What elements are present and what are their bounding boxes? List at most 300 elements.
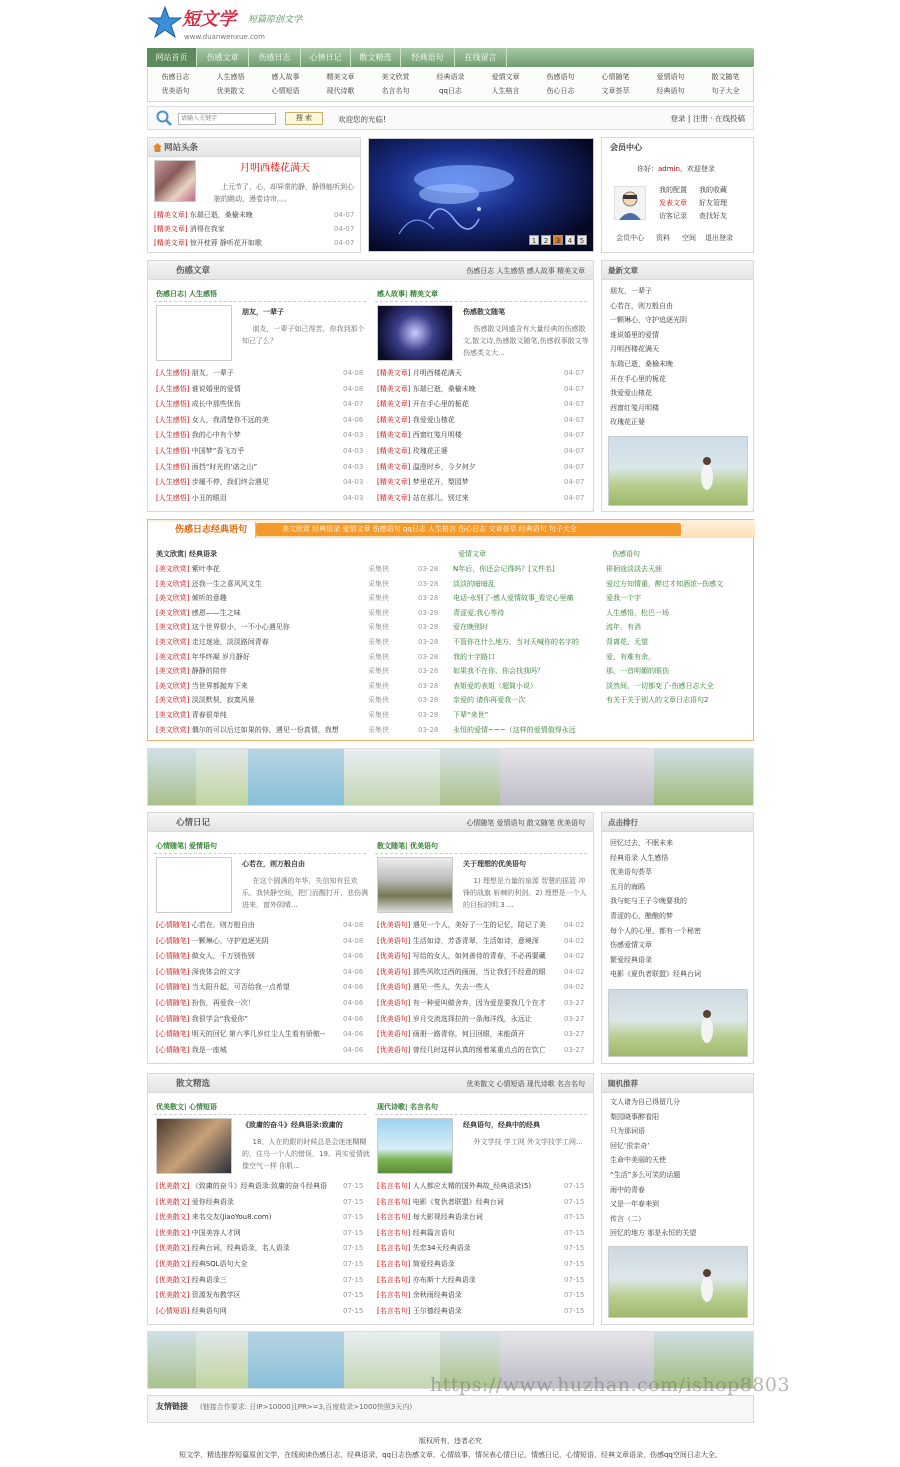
list-date: 04-06: [343, 983, 364, 992]
side-list-item[interactable]: 西窗红笺月明楼: [610, 403, 659, 412]
classic-item[interactable]: 永恒的爱情~~~（这样的爱情值得永远: [453, 725, 576, 734]
mood-title: 心情日记: [176, 818, 211, 828]
list-date: 04-07: [564, 478, 585, 487]
list-item[interactable]: [精美文章] 梦里花开，梨园梦: [377, 478, 469, 487]
list-item[interactable]: [名言名句] 亦布斯十大经典语录: [377, 1275, 476, 1284]
list-item[interactable]: [心情短语] 经典语句网: [156, 1306, 227, 1315]
banner-photo: [196, 749, 248, 806]
side-list-item[interactable]: 东瑞已逝，桑榆未晚: [610, 360, 673, 368]
list-item[interactable]: [心情随笔] 一颗琳心，守护追逐光阴: [156, 936, 269, 945]
classic-author: 采集侠: [368, 667, 389, 676]
list-item[interactable]: [人生感悟] 面挡“时光的‘诺之山”: [156, 462, 258, 471]
list-date: 07-15: [343, 1275, 364, 1284]
side-list-item[interactable]: 五月的海鸥: [610, 882, 645, 891]
classic-date: 03-28: [418, 696, 439, 705]
article-desc: 朋友，一辈子如己得苦，你我到那个知己了么？: [242, 325, 365, 345]
classic-date: 03-28: [418, 638, 439, 646]
member-bottom-link[interactable]: 空间: [682, 234, 696, 242]
list-date: 07-15: [564, 1182, 585, 1190]
side-list-item[interactable]: 开在手心里的栀花: [610, 374, 666, 383]
list-date: 03-27: [564, 999, 585, 1007]
photo-banner: [147, 748, 754, 806]
section-category[interactable]: 散文随笔| 优美语句: [377, 842, 438, 850]
banner-photo: [344, 1332, 440, 1389]
classic-item[interactable]: 爱过方知情重，醉过才知酒浓--伤感文: [606, 579, 724, 588]
article-title[interactable]: 心若在，则万般自由: [242, 860, 305, 868]
latest-panel: [601, 260, 754, 512]
list-item[interactable]: [名言名句] 简爱经典语录: [377, 1260, 455, 1268]
list-date: 03-27: [564, 1014, 585, 1023]
side-list-item[interactable]: 回忆的地方 那是永恒的关望: [610, 1229, 697, 1238]
mood-links[interactable]: 心情随笔 爱情语句 散文随笔 优美语句: [466, 819, 585, 827]
list-date: 04-07: [564, 415, 585, 424]
classic-item[interactable]: 亲爱的 请你再爱我一次: [453, 696, 526, 705]
classic-item[interactable]: 背离花，无望: [606, 638, 648, 646]
classic-author: 采集侠: [368, 594, 389, 603]
sub-nav-item[interactable]: 人生格言: [491, 87, 520, 95]
list-date: 04-03: [343, 462, 364, 471]
list-item[interactable]: [心情随笔] 深夜体会的文字: [156, 967, 241, 976]
classic-section: [147, 519, 754, 741]
classic-item[interactable]: [美文欣赏] 感恩——生之味: [156, 608, 241, 617]
slide-dot[interactable]: 1: [529, 235, 539, 245]
classic-author: 采集侠: [368, 711, 389, 719]
sub-nav-item[interactable]: 名言名句: [381, 87, 410, 95]
sub-nav-item[interactable]: 爱情语句: [656, 73, 685, 81]
article-desc: 外文学技 学工网 外文学技学工网...: [473, 1138, 583, 1146]
list-item[interactable]: [名言名句] 人人都应太精的国外典故_经典语录(5): [377, 1182, 532, 1190]
list-item[interactable]: [优美语句] 有一种爱叫做舍弃，因为爱是要我几个在才: [377, 999, 546, 1007]
classic-item[interactable]: 流年，有消: [606, 623, 641, 632]
list-item[interactable]: [心情随笔] 做女人，千万别伤别: [156, 952, 255, 961]
classic-date: 03-28: [418, 565, 439, 573]
list-item[interactable]: [精美文章] 玫瑰花正婆: [377, 447, 448, 455]
list-date: 04-03: [343, 431, 364, 440]
member-link[interactable]: 访客记录: [659, 212, 687, 220]
nav-item[interactable]: 伤感文章: [197, 48, 249, 67]
search-button[interactable]: 搜 索: [285, 112, 323, 125]
member-link[interactable]: 发表文章: [659, 199, 687, 207]
sub-nav-item[interactable]: 文章荟萃: [601, 87, 630, 95]
sub-nav-item[interactable]: 心情随笔: [601, 73, 630, 81]
classic-date: 03-28: [418, 623, 439, 632]
classic-item[interactable]: 电话-永别了-感人爱情故事_看完心里痛: [453, 594, 574, 603]
headline-date: 04-07: [334, 239, 355, 247]
side-list-item[interactable]: 回忆过去，不眠未来: [610, 839, 673, 847]
slide-dot[interactable]: 2: [541, 235, 551, 245]
classic-author: 采集侠: [368, 608, 389, 617]
list-date: 04-02: [564, 921, 585, 929]
classic-item[interactable]: [美文欣赏] 当世界都抛弃下来: [156, 681, 248, 690]
classic-item[interactable]: 爱我一个字: [606, 594, 641, 603]
headline-top[interactable]: 月明西楼花满天: [240, 163, 310, 174]
list-date: 07-15: [564, 1291, 585, 1300]
sub-nav-item[interactable]: 伤感日志: [161, 73, 190, 81]
list-item[interactable]: [名言名句] 每大影视经典语录台词: [377, 1213, 483, 1222]
classic-item[interactable]: [美文欣赏] 静静的陪伴: [156, 667, 227, 676]
headline-item[interactable]: [精美文章] 消得在我家: [154, 225, 225, 233]
slideshow[interactable]: [368, 138, 594, 252]
nav-item[interactable]: 网站首页: [147, 48, 197, 67]
divider: [375, 853, 587, 854]
article-desc: 1) 理想是力量的泉源 智慧的摇篮 冲锋的战旗 斩棘的利剑。2) 理想是一个人的目标的明.3 ...: [463, 877, 587, 909]
sub-nav: [147, 68, 754, 102]
list-item[interactable]: [名言名句] 电影《复仇者联盟》经典台词: [377, 1197, 504, 1206]
list-item[interactable]: [优美语句] 岁月交流选择拉的一条海洋线，永远让: [377, 1014, 532, 1023]
banner-photo: [500, 749, 654, 806]
side-list-item[interactable]: 我与蛇与王子今晚要我的: [610, 897, 687, 906]
classic-item[interactable]: 如果我不在你，你会找我吗？: [453, 667, 544, 676]
site-logo[interactable]: [148, 6, 348, 44]
classic-date: 03-28: [418, 667, 439, 676]
latest-photo: [608, 436, 748, 506]
classic-date: 03-28: [418, 681, 439, 690]
sub-nav-item[interactable]: 优美语句: [161, 87, 190, 95]
random-title: 随机推荐: [608, 1079, 638, 1088]
list-date: 04-02: [564, 983, 585, 992]
nav-item[interactable]: 在线留言: [455, 48, 507, 67]
footer: [147, 1437, 754, 1460]
welcome-text: 欢迎您的光临!: [338, 115, 387, 124]
nav-item[interactable]: 心情日记: [301, 48, 351, 67]
list-item[interactable]: [优美语句] 遇见一个人，美好了一生的记忆，陪记了美: [377, 921, 546, 929]
classic-author: 采集侠: [368, 652, 389, 661]
list-date: 07-15: [564, 1213, 585, 1222]
list-item[interactable]: [优美散文] 来名交友(JiaoYou8.com): [156, 1213, 272, 1222]
list-date: 04-02: [564, 952, 585, 961]
watermark: https://www.huzhan.com/ishop8803: [430, 1374, 791, 1396]
list-date: 04-07: [564, 447, 585, 455]
classic-item[interactable]: 淡然间，一切都变了-伤感日志大全: [606, 681, 714, 690]
classic-item[interactable]: 不管你在什么地方，当对天喊你的名字的: [453, 638, 579, 646]
banner-photo: [248, 749, 344, 806]
list-item[interactable]: [名言名句] 经典篇言语句: [377, 1228, 455, 1237]
prose-links[interactable]: 优美散文 心情短语 现代诗歌 名言名句: [466, 1080, 585, 1088]
side-list-item[interactable]: 雨中的青春: [610, 1185, 645, 1194]
list-item[interactable]: [优美散文] 中国美容人才网: [156, 1228, 241, 1237]
list-item[interactable]: [人生感悟] 成长中那些忧伤: [156, 400, 241, 409]
banner-photo: [248, 1332, 344, 1389]
list-item[interactable]: [优美散文] 经典语录三: [156, 1275, 227, 1284]
list-item[interactable]: [名言名句] 失恋34天经典语录: [377, 1244, 471, 1253]
list-date: 04-08: [343, 369, 364, 377]
headline-item[interactable]: [精美文章] 惊开枕蓉 静听花开如歌: [154, 239, 262, 247]
footer-desc: 短文学，精选推荐短篇原创文学，在线阅读伤感日志，经典语录，qq日志伤感文章，心情故事，情况表心情日记，情感日记，心情短语，经典文章语录，伤感qq空间日志大全。: [179, 1451, 722, 1460]
logo-name: 短文学: [182, 9, 236, 30]
list-date: 04-07: [564, 462, 585, 471]
classic-item[interactable]: 青涩爱,我心等待: [453, 608, 505, 617]
list-date: 04-02: [564, 936, 585, 945]
section-category[interactable]: 感人故事| 精美文章: [377, 290, 438, 298]
list-date: 04-08: [343, 936, 364, 945]
sub-nav-item[interactable]: 人生感悟: [216, 73, 245, 81]
list-item[interactable]: [优美语句] 写给的女人，如何善待的青春，不必再要藏: [377, 952, 546, 961]
list-item[interactable]: [名言名句] 王尔德经典语录: [377, 1306, 462, 1315]
side-list-item[interactable]: 一颗琳心，守护追逐光阴: [610, 316, 687, 325]
list-item[interactable]: [人生感悟] 谁说婚里的爱情: [156, 384, 241, 393]
classic-item[interactable]: 我的十字路口: [453, 652, 495, 661]
classic-author: 采集侠: [368, 565, 389, 573]
clicks-photo: [608, 989, 748, 1057]
sub-nav-item[interactable]: 伤心日志: [546, 87, 575, 95]
list-date: 04-06: [343, 999, 364, 1007]
list-date: 04-03: [343, 478, 364, 487]
sad-links[interactable]: 伤感日志 人生感悟 感人故事 精美文章: [466, 267, 585, 275]
search-icon: [156, 110, 172, 126]
section-category[interactable]: 伤感日志| 人生感悟: [156, 290, 217, 298]
sub-nav-item[interactable]: 心情短语: [271, 87, 300, 95]
list-item[interactable]: [优美散文] 爱你经典语录: [156, 1197, 234, 1206]
classic-item[interactable]: 徘徊途淡淡去天涯: [606, 565, 662, 573]
list-item[interactable]: [心情随笔] 当太阳升起，可否给我一点希望: [156, 983, 290, 992]
list-date: 07-15: [343, 1260, 364, 1268]
classic-author: 采集侠: [368, 623, 389, 632]
sub-nav-item[interactable]: 散文随笔: [711, 73, 740, 81]
hello-label: 你好：: [637, 165, 658, 173]
list-item[interactable]: [优美散文] 资源发布教学区: [156, 1291, 241, 1300]
list-item[interactable]: [优美散文] 《致庸的奋斗》经典语录:致庸的奋斗经典语: [156, 1182, 328, 1190]
divider: [375, 1114, 587, 1115]
member-link[interactable]: 我的收藏: [699, 186, 727, 194]
side-list-item[interactable]: 谁说婚里的爱情: [610, 330, 659, 339]
article-desc: 在这个圆满的年华，失信知有狂欢乐。我快静空间，把门而醒打开，悲伤满进来，窗外阴晴...: [242, 877, 368, 909]
nav-item[interactable]: 伤感日志: [249, 48, 301, 67]
classic-date: 03-28: [418, 725, 439, 734]
nav-item[interactable]: 经典语句: [401, 48, 455, 67]
side-list-item[interactable]: 心若在，则万般自由: [610, 301, 673, 310]
list-date: 03-27: [564, 1030, 585, 1039]
list-item[interactable]: [优美语句] 生活如诗，芳香青翠，生活如诗，意境深: [377, 936, 539, 945]
list-item[interactable]: [优美语句] 那些风吹过西的画面，当让我们不经意的眼: [377, 967, 546, 976]
list-item[interactable]: [优美散文] 经典台词，经典语录，名人语录: [156, 1244, 290, 1253]
list-item[interactable]: [精美文章] 开在手心里的栀花: [377, 400, 469, 409]
clicks-panel: [601, 812, 754, 1064]
list-item[interactable]: [心情随笔] 我很学会“我爱你”: [156, 1014, 248, 1023]
divider: [154, 301, 366, 302]
sub-nav-item[interactable]: qq日志: [439, 87, 462, 95]
classic-date: 03-28: [418, 579, 439, 588]
star-icon: [148, 6, 182, 40]
side-list-item[interactable]: 月明西楼花满天: [610, 345, 659, 354]
list-date: 07-15: [343, 1291, 364, 1300]
classic-author: 采集侠: [368, 579, 389, 588]
list-item[interactable]: [精美文章] 我爱爱山楂花: [377, 415, 455, 424]
home-icon: [153, 143, 162, 152]
list-item[interactable]: [优美语句] 曾经几时这样认真的缓着某重点点的在饮亡: [377, 1045, 546, 1054]
sub-nav-item[interactable]: 现代诗歌: [326, 87, 355, 95]
sub-nav-item[interactable]: 精美文章: [326, 73, 355, 81]
list-item[interactable]: [精美文章] 东瑞已逝，桑榆未晚: [377, 384, 476, 393]
sad-section: [147, 260, 594, 512]
links-note: (链接合作要求: 日IP>10000且PR>=3,百度收录>1000快照3天内): [200, 1403, 413, 1411]
member-bottom-link[interactable]: 资料: [656, 234, 670, 242]
list-item[interactable]: [优美散文] 经典SQL语句大全: [156, 1260, 248, 1268]
list-date: 07-15: [564, 1260, 585, 1268]
article-title[interactable]: 《致庸的奋斗》经典语录:致庸的: [242, 1121, 343, 1129]
section-category[interactable]: 现代诗歌| 名言名句: [377, 1103, 438, 1111]
side-list-item[interactable]: 电影《夏仇者联盟》经典台词: [610, 970, 701, 979]
classic-item[interactable]: [美文欣赏] 还我一生之喜风风文生: [156, 579, 262, 588]
side-list-item[interactable]: 我爱爱山楂花: [610, 389, 652, 398]
article-thumb[interactable]: [377, 1118, 453, 1174]
side-list-item[interactable]: 伤感爱情文章: [610, 941, 652, 950]
list-item[interactable]: [心情随笔] 明天的回忆 第六季几岁红尘人生看有骄傲--: [156, 1030, 325, 1039]
list-item[interactable]: [名言名句] 余秋雨经典语录: [377, 1291, 462, 1300]
sub-nav-item[interactable]: 经典语句: [656, 87, 685, 95]
side-list-item[interactable]: 每个人的心里，都有一个秘密: [610, 926, 701, 935]
sub-nav-item[interactable]: 句子大全: [711, 87, 740, 95]
classic-item[interactable]: 淡淡的暗暗乱: [453, 579, 495, 588]
list-date: 04-07: [564, 431, 585, 440]
side-list-item[interactable]: 传言（二）: [610, 1214, 645, 1223]
classic-item[interactable]: [美文欣赏] 走过迷途，淡淡路间青春: [156, 638, 269, 646]
headline-thumb[interactable]: [154, 160, 196, 202]
classic-col-title: 美文欣赏| 经典语录: [156, 550, 217, 558]
banner-photo: [148, 749, 196, 806]
sub-nav-item[interactable]: 优美散文: [216, 87, 245, 95]
list-item[interactable]: [优美语句] 画册一路青你，何日回眼，未能荫开: [377, 1030, 525, 1039]
list-item[interactable]: [人生感悟] 我的心中有个梦: [156, 431, 241, 440]
sub-nav-item[interactable]: 爱情文章: [491, 73, 520, 81]
list-item[interactable]: [精美文章] 月明西楼花满天: [377, 369, 462, 377]
sub-nav-item[interactable]: 美文欣赏: [381, 73, 410, 81]
classic-item[interactable]: [美文欣赏] 紫叶李花: [156, 565, 220, 573]
list-item[interactable]: [精美文章] 西窗红笺月明楼: [377, 431, 462, 440]
article-title[interactable]: 朋友，一辈子: [242, 308, 284, 316]
headline-desc: 上元节了，心，却异常的静，静得能听到心脏的跳动，漫卷诗帘。。。: [214, 183, 354, 203]
classic-item[interactable]: [美文欣赏] 这个世界很小，一不小心遇见你: [156, 623, 290, 632]
slide-dot[interactable]: 5: [577, 235, 587, 245]
section-category[interactable]: 心情随笔| 爱情语句: [156, 842, 217, 850]
side-list-item[interactable]: “生活”多么可笑的话题: [610, 1171, 681, 1179]
list-item[interactable]: [人生感悟] 朋友，一辈子: [156, 369, 234, 377]
article-title[interactable]: 关于理想的优美语句: [463, 860, 526, 868]
list-date: 04-06: [343, 1014, 364, 1023]
side-list-item[interactable]: 梨园晓事醉看阳: [610, 1112, 659, 1121]
sad-title: 伤感文章: [176, 266, 211, 276]
list-item[interactable]: [心情随笔] 心若在，则万般自由: [156, 921, 255, 929]
classic-links[interactable]: 美文欣赏 经典语录 爱情文章 伤感语句 qq日志 人生格言 伤心日志 文章荟萃 经典语句 句子大全: [282, 525, 577, 533]
side-list-item[interactable]: 繁爱经典语录: [610, 955, 652, 964]
side-list-item[interactable]: 生命中美丽的天使: [610, 1156, 666, 1165]
list-date: 04-06: [343, 1045, 364, 1054]
list-item[interactable]: [人生感悟] 女人，我清楚你不远的美: [156, 415, 269, 424]
banner-photo: [196, 1332, 248, 1389]
search-input[interactable]: [178, 113, 276, 125]
list-date: 07-15: [343, 1197, 364, 1206]
list-date: 07-15: [343, 1182, 364, 1190]
side-list-item[interactable]: 经典语录 人生感悟: [610, 853, 669, 862]
article-title[interactable]: 经典语句，经典中的经典: [463, 1121, 540, 1129]
classic-item[interactable]: [美文欣赏] 青春很单纯: [156, 711, 227, 719]
member-link[interactable]: 我的配置: [659, 186, 687, 194]
list-item[interactable]: [人生感悟] 步履不停，我们终会遇见: [156, 478, 269, 487]
list-item[interactable]: [优美语句] 遇见一些人，失去一些人: [377, 983, 490, 992]
classic-item[interactable]: 下辈“来世”: [453, 711, 489, 719]
list-item[interactable]: [精美文章] 温澄时乡，今夕何夕: [377, 462, 476, 471]
list-item[interactable]: [心情随笔] 扮伤，再爱我一次！: [156, 999, 255, 1007]
classic-title: 伤感日志经典语句: [175, 525, 248, 535]
slide-dot[interactable]: 3: [553, 235, 563, 245]
side-list-item[interactable]: 优美语句荟萃: [610, 868, 652, 877]
sub-nav-item[interactable]: 感人故事: [271, 73, 300, 81]
classic-item[interactable]: [美文欣赏] 年华终凝 岁月静好: [156, 652, 250, 661]
classic-col-title: 伤感语句: [612, 550, 640, 558]
list-date: 04-02: [564, 967, 585, 976]
logo-slogan: 短篇原创文学: [248, 15, 303, 25]
list-date: 04-07: [564, 384, 585, 393]
side-list-item[interactable]: 只为那词语: [610, 1127, 645, 1136]
classic-item[interactable]: 那，一首明媚的眼伤: [606, 667, 669, 676]
sub-nav-item[interactable]: 经典语录: [436, 73, 465, 81]
member-bottom-link[interactable]: 退出登录: [705, 234, 733, 242]
list-date: 04-08: [343, 921, 364, 929]
list-item[interactable]: [心情随笔] 我是一座城: [156, 1045, 227, 1054]
article-thumb[interactable]: [156, 305, 232, 361]
list-date: 07-15: [343, 1228, 364, 1237]
member-link[interactable]: 好友管理: [699, 199, 727, 207]
side-list-item[interactable]: 玫瑰花正婆: [610, 418, 645, 427]
classic-date: 03-28: [418, 652, 439, 661]
list-item[interactable]: [人生感悟] 小丑的眼泪: [156, 493, 227, 502]
side-list-item[interactable]: 文人诸为自己得留几分: [610, 1098, 680, 1106]
side-list-item[interactable]: 回忆‘很亲奇’: [610, 1141, 650, 1150]
classic-item[interactable]: 爱在晚别时: [453, 623, 488, 632]
article-thumb[interactable]: [377, 305, 453, 361]
side-list-item[interactable]: 青涩的心，酿酿的梦: [610, 912, 673, 920]
list-date: 07-15: [343, 1306, 364, 1315]
sub-nav-item[interactable]: 伤感语句: [546, 73, 575, 81]
headline-item[interactable]: [精美文章] 东瑞已逝，桑榆未晚: [154, 211, 253, 219]
random-panel: [601, 1073, 754, 1325]
article-title[interactable]: 伤感散文随笔: [463, 308, 505, 316]
side-list-item[interactable]: 朋友，一辈子: [610, 287, 652, 295]
list-item[interactable]: [精美文章] 站在那儿，别过来: [377, 493, 469, 502]
slide-dot[interactable]: 4: [565, 235, 575, 245]
links-title: 友情链接: [156, 1402, 188, 1411]
classic-item[interactable]: [美文欣赏] 倾听的意趣: [156, 594, 227, 603]
friend-links: [147, 1395, 754, 1423]
classic-item[interactable]: [美文欣赏] 偶尔的可以后过如果的你，遇见一份真情，我想: [156, 725, 339, 734]
member-bottom-link[interactable]: 会员中心: [616, 234, 644, 242]
side-list-item[interactable]: 又是一年春来到: [610, 1200, 659, 1209]
list-item[interactable]: [人生感悟] 中国梦“香飞万乎: [156, 447, 245, 455]
latest-title: 最新文章: [608, 266, 638, 275]
list-date: 03-27: [564, 1045, 585, 1054]
username[interactable]: admin: [658, 165, 680, 173]
article-thumb[interactable]: [377, 857, 453, 913]
list-date: 04-06: [343, 967, 364, 976]
article-thumb[interactable]: [156, 857, 232, 913]
member-link[interactable]: 查找好友: [699, 212, 727, 220]
section-category[interactable]: 优美散文| 心情短语: [156, 1103, 217, 1111]
main-nav: [147, 48, 754, 67]
classic-item[interactable]: 人生感悟，松巴一场: [606, 608, 669, 617]
classic-item[interactable]: 爱，有难有余，: [606, 652, 655, 661]
list-date: 04-07: [564, 400, 585, 409]
list-date: 07-15: [343, 1213, 364, 1222]
banner-photo: [654, 749, 754, 806]
article-thumb[interactable]: [156, 1118, 232, 1174]
classic-author: 采集侠: [368, 696, 389, 705]
classic-item[interactable]: N年后，你还会记得吗？[文件名]: [453, 565, 555, 573]
nav-item[interactable]: 散文精选: [351, 48, 401, 67]
list-date: 07-15: [564, 1306, 585, 1315]
login-links[interactable]: 登录 | 注册 · 在线投稿: [670, 114, 745, 123]
classic-item[interactable]: 有关于关于别人的文章日志语句2: [606, 696, 709, 705]
classic-item[interactable]: [美文欣赏] 淡淡默契，寂寞风景: [156, 696, 255, 705]
classic-item[interactable]: 表姐爱的表姐（超简小说）: [453, 681, 537, 690]
